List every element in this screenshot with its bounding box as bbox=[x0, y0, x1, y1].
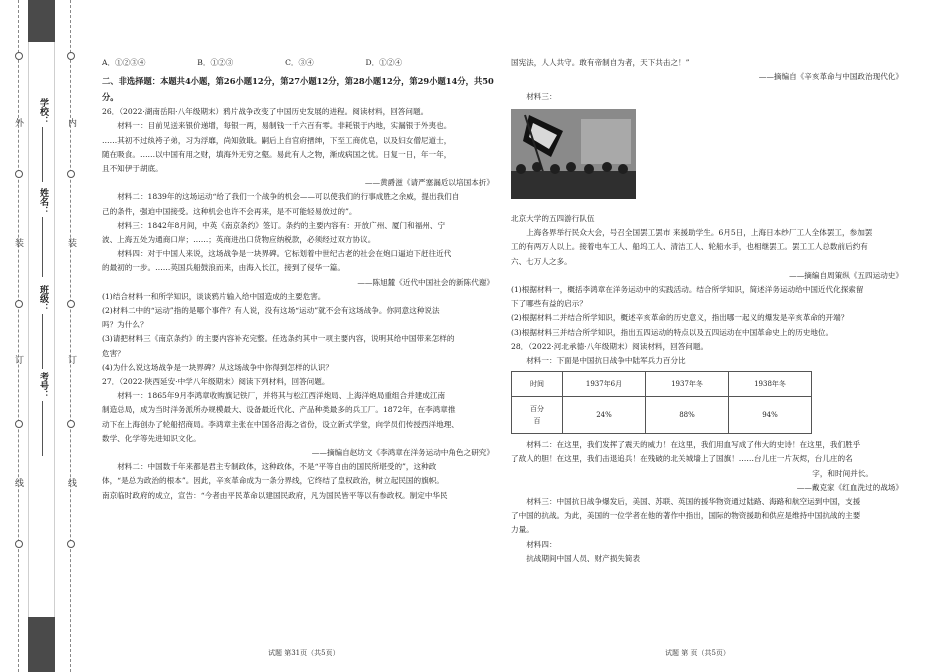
table-cell-1937-june: 24% bbox=[563, 397, 646, 434]
q27-material2-line3: 南京临时政府的成立，宣告：“今者由平民革命以建国民政府，凡为国民皆平等以有参政权。制定中华民 bbox=[102, 490, 448, 500]
q27-question-1b: 下了哪些有益的启示？ bbox=[511, 299, 587, 309]
punch-hole-7 bbox=[67, 170, 75, 178]
q28-material3-line2: 了中国的抗战。为此，美国的一位学者在他的著作中指出，国际的物资援助和供应是维持中国抗战的主要 bbox=[511, 511, 861, 521]
q27-material3-label: 材料三： bbox=[526, 92, 557, 102]
q26-intro: 26．（2022·湖南岳阳·八年级期末）鸦片战争改变了中国历史发展的进程。阅读材料，回答问题。 bbox=[102, 107, 429, 117]
q27-material1-line2: 制造总局，成为当时洋务派所办规模最大、设备最近代化、产品种类最多的兵工厂。1872年，在李鸿章推 bbox=[102, 405, 456, 415]
outer-mark-4: 线 bbox=[13, 478, 23, 487]
q28-material3-line3: 力量。 bbox=[511, 525, 534, 535]
school-label: 学校： bbox=[38, 98, 48, 125]
q26-material1-line1: 材料一：目前见送来银价递增，每银一两，易制钱一千六百有零。非耗银于内地，实漏银于外夷也。 bbox=[117, 121, 452, 131]
q28-material2-source: ——戴克家《红血洗过的战场》 bbox=[796, 482, 903, 492]
q26-material1-line3: 随在吸食。……以中国有用之财，填海外无穷之壑。易此有人之物，渐成病国之忧。日复一日，年一年， bbox=[102, 149, 452, 159]
q26-question-2b: 吗？为什么？ bbox=[102, 320, 148, 330]
table-row-label-a: 百分 bbox=[530, 405, 544, 414]
exam-no-field[interactable] bbox=[42, 401, 43, 456]
q26-question-1: (1)结合材料一和所学知识，谈谈鸦片输入给中国造成的主要危害。 bbox=[102, 291, 326, 301]
punch-hole-9 bbox=[67, 420, 75, 428]
outer-mark-1: 外 bbox=[13, 118, 23, 127]
may-fourth-photo bbox=[511, 109, 636, 199]
q27-material3-line3: 六、七万人之多。 bbox=[511, 256, 572, 266]
table-cell-1938-winter: 94% bbox=[729, 397, 812, 434]
punch-hole-8 bbox=[67, 300, 75, 308]
table-header-1938-winter: 1938年冬 bbox=[729, 372, 812, 397]
q27-material1-source: ——摘编自赵坊文《李鸿章在洋务运动中角色之研究》 bbox=[311, 448, 494, 458]
right-column-main bbox=[511, 212, 903, 566]
table-header-time: 时间 bbox=[512, 372, 563, 397]
q28-material2-line3: 字，和时间并长。 bbox=[812, 468, 873, 478]
q26-material2-line1: 材料二：1839年的这场运动“给了我们一个战争的机会——可以使我们的行事成胜之余威，提出我们自 bbox=[117, 192, 460, 202]
q27-material3-line2: 工的有两万人以上。接着电车工人、船坞工人、清洁工人、轮船水手，也相继罢工。罢工工人总数前后约有 bbox=[511, 242, 868, 252]
q26-material4-line1: 材料四：对于中国人来说，这场战争是一块界碑。它标划着中世纪古老的社会在炮口逼迫下赶往近代 bbox=[117, 249, 452, 259]
class-label: 班级： bbox=[38, 285, 48, 312]
q26-material3-line2: 波、上海五处为通商口岸；……；英商进出口货物应纳税款，必须经过双方协议。 bbox=[102, 235, 376, 245]
left-column bbox=[102, 56, 494, 503]
constitution-line: 国宪法，人人共守。敢有帝制自为者，天下共击之！” bbox=[511, 58, 690, 67]
choice-options bbox=[102, 56, 402, 70]
q26-material4-line2: 的最初的一步。……英国兵船鼓浪而来，由海入长江，接到了侵华一篇。 bbox=[102, 263, 345, 273]
q28-intro: 28．（2022·河北承德·八年级期末）阅读材料，回答问题。 bbox=[511, 341, 709, 351]
q28-material2-line2: 了敌人的胆！在这里，我们击退追兵！在残破的北关城墙上了国旗！……台儿庄一片灰烬，台儿庄的名 bbox=[511, 454, 853, 464]
q26-material1-line4: 且不知伊于胡底。 bbox=[102, 164, 163, 174]
punch-hole-2 bbox=[15, 170, 23, 178]
class-field[interactable] bbox=[42, 314, 43, 369]
troop-percentage-table bbox=[511, 371, 812, 434]
q27-material1-line3: 动下在上海创办了轮船招商局。李鸿章主张在中国各沿海之省份，设立新式学堂，向学员们传授西洋地理、 bbox=[102, 419, 459, 429]
name-field[interactable] bbox=[42, 217, 43, 277]
school-field[interactable] bbox=[42, 127, 43, 182]
q28-material2-line1: 材料二：在这里，我们发挥了震天的威力！在这里，我们用血写成了伟大的史诗！在这里，我们胜乎 bbox=[526, 440, 861, 450]
option-b: B．①②③ bbox=[197, 58, 234, 67]
q27-question-2: (2)根据材料二并结合所学知识，概述辛亥革命的历史意义，指出哪一起义的爆发是辛亥革命的开端？ bbox=[511, 313, 849, 323]
exam-no-label: 考号： bbox=[38, 372, 48, 399]
inner-cut-line bbox=[70, 0, 71, 672]
right-page-footer: 试题 第 页（共5页） bbox=[665, 649, 730, 657]
table-row bbox=[512, 397, 812, 434]
q26-question-4: (4)为什么说这场战争是一块界碑？从这场战争中你得到怎样的认识？ bbox=[102, 362, 333, 372]
outer-mark-3: 订 bbox=[13, 355, 23, 364]
q26-question-3a: (3)请把材料三《南京条约》的主要内容补充完整。任选条约其中一项主要内容，说明其给中国带来怎样的 bbox=[102, 334, 455, 344]
q27-material2-line2: 体，“是总为政治的根本”。因此，辛亥革命成为一条分界线，它终结了皇权政治，树立起民国的旗帜。 bbox=[102, 476, 444, 486]
table-header-1937-june: 1937年6月 bbox=[563, 372, 646, 397]
name-label: 姓名： bbox=[38, 188, 48, 215]
q26-material3-line1: 材料三：1842年8月间，中英《南京条约》签订。条约的主要内容有：开放广州、厦门和福州、宁 bbox=[117, 220, 446, 230]
punch-hole-5 bbox=[15, 540, 23, 548]
inner-mark-4: 线 bbox=[66, 478, 76, 487]
q28-material4-title: 抗战期间中国人员、财产损失简表 bbox=[526, 553, 641, 563]
q27-material3-source: ——摘编自周策纵《五四运动史》 bbox=[789, 270, 903, 280]
table-row-label bbox=[512, 397, 563, 434]
inner-mark-1: 内 bbox=[66, 118, 76, 127]
inner-mark-2: 装 bbox=[66, 238, 76, 247]
outer-cut-line bbox=[18, 0, 19, 672]
q28-material1: 材料一：下面是中国抗日战争中陆军兵力百分比 bbox=[526, 356, 686, 366]
inner-mark-3: 订 bbox=[66, 355, 76, 364]
photo-caption: 北京大学的五四游行队伍 bbox=[511, 214, 595, 223]
q27-material1-line1: 材料一：1865年9月李鸿章收购旗记铁厂，并将其与松江西洋炮局、上海洋炮局重组合并建成江南 bbox=[117, 391, 446, 401]
q26-material2-line2: 己的条件，强迫中国接受。这种机会也许不会再来，是不可能轻易放过的”。 bbox=[102, 206, 357, 216]
q27-material2-line1: 材料二：中国数千年来都是君主专制政体，这种政体，不是“平等自由的国民所堪受的”，这种政 bbox=[117, 462, 437, 472]
q26-material1-line2: ……其初不过纨袴子弟，习为浮靡，尚知敛戢。嗣后上自官府搢绅，下至工商优皂，以及妇女僧尼道士， bbox=[102, 135, 452, 145]
right-column-top bbox=[511, 56, 903, 105]
outer-mark-2: 装 bbox=[13, 238, 23, 247]
table-header-1937-winter: 1937年冬 bbox=[646, 372, 729, 397]
punch-hole-3 bbox=[15, 300, 23, 308]
q27-material3-line1: 上海各界举行民众大会，号召全国罢工罢市 来援助学生。6月5日，上海日本纱厂工人全体罢工，参加罢 bbox=[526, 228, 873, 238]
q26-question-2a: (2)材料二中的“运动”指的是哪个事件？有人说，没有这场“运动”就不会有这场战争。你同意这种说法 bbox=[102, 306, 440, 316]
q26-question-3b: 危害？ bbox=[102, 348, 125, 358]
protest-flag-icon bbox=[511, 109, 636, 199]
option-d: D．①②④ bbox=[365, 58, 402, 67]
left-page-footer: 试题 第31页（共5页） bbox=[268, 649, 340, 657]
option-a: A．①②③④ bbox=[102, 58, 146, 67]
q27-question-3: (3)根据材料三并结合所学知识，指出五四运动的特点以及五四运动在中国革命史上的历史地位。 bbox=[511, 327, 834, 337]
q28-material3-line1: 材料三：中国抗日战争爆发后，美国、苏联、英国的援华物资通过陆路、海路和航空运到中国，支援 bbox=[526, 497, 861, 507]
q26-material1-source: ——黄爵滋《请严塞漏卮以培国本折》 bbox=[364, 178, 494, 188]
table-header-row bbox=[512, 372, 812, 397]
section-heading: 二、非选择题：本题共4小题，第26小题12分，第27小题12分，第28小题12分，第29小题14分，共50分。 bbox=[102, 76, 494, 103]
punch-hole-10 bbox=[67, 540, 75, 548]
punch-hole-6 bbox=[67, 52, 75, 60]
table-cell-1937-winter: 88% bbox=[646, 397, 729, 434]
table-row-label-b: 百 bbox=[533, 417, 541, 426]
q27-question-1a: (1)根据材料一，概括李鸿章在洋务运动中的实践活动。结合所学知识，简述洋务运动给中国近代化探索留 bbox=[511, 285, 864, 295]
punch-hole-1 bbox=[15, 52, 23, 60]
constitution-source: ——摘编自《辛亥革命与中国政治现代化》 bbox=[758, 72, 903, 82]
q27-intro: 27．（2022·陕西延安·中学八年级期末）阅读下列材料，回答问题。 bbox=[102, 377, 330, 387]
q27-material1-line4: 数学、化学等先进知识文化。 bbox=[102, 433, 201, 443]
punch-hole-4 bbox=[15, 420, 23, 428]
q26-material4-source: ——陈旭麓《近代中国社会的新陈代谢》 bbox=[357, 277, 494, 287]
option-c: C．③④ bbox=[285, 58, 314, 67]
q28-material4-label: 材料四： bbox=[526, 539, 557, 549]
